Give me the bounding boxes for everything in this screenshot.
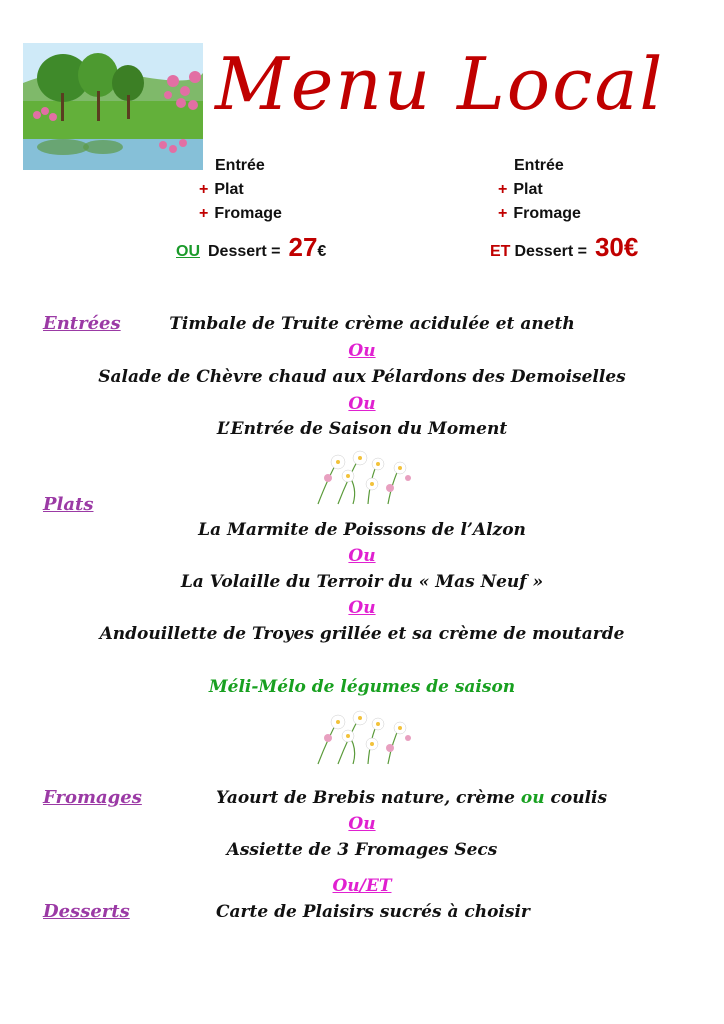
formula-right-plat <box>498 181 543 199</box>
entree-item-3: L’Entrée de Saison du Moment <box>216 419 508 439</box>
dessert-label: Dessert = <box>208 243 281 260</box>
fromage-item-1 <box>216 788 607 808</box>
landscape-photo <box>23 43 203 170</box>
or-separator: Ou <box>348 814 376 834</box>
formula-left-dessert <box>176 232 326 263</box>
formula-left-entree: Entrée <box>215 157 265 174</box>
plus-sign: + <box>199 181 209 198</box>
daisy-flowers-image <box>308 708 420 766</box>
fromage-item-1-text: Yaourt de Brebis nature, crème <box>216 788 515 808</box>
formula-left-fromage <box>199 205 282 223</box>
section-desserts: Desserts <box>43 901 130 922</box>
euro-sign: € <box>317 243 327 260</box>
dessert-item-1: Carte de Plaisirs sucrés à choisir <box>216 902 530 922</box>
plus-sign: + <box>498 181 508 198</box>
formula-right-dessert <box>490 232 638 263</box>
price-27: 27 <box>288 232 318 262</box>
plus-sign: + <box>199 205 209 222</box>
entree-item-2: Salade de Chèvre chaud aux Pélardons des Demoiselles <box>98 367 626 387</box>
entree-item-1: Timbale de Truite crème acidulée et aneth <box>169 314 575 334</box>
fromage-item-1-coulis: coulis <box>550 788 608 808</box>
or-et-separator: Ou/ET <box>332 876 392 896</box>
formula-left-plat <box>199 181 244 199</box>
dessert-label: Dessert = <box>514 243 587 260</box>
or-separator: Ou <box>348 341 376 361</box>
plat-label: Plat <box>214 181 244 198</box>
formula-right-fromage <box>498 205 581 223</box>
plus-sign: + <box>498 205 508 222</box>
side-dish: Méli-Mélo de légumes de saison <box>208 677 516 697</box>
et-connector: ET <box>490 243 511 260</box>
price-30: 30€ <box>594 232 639 262</box>
daisy-flowers-image <box>308 448 420 506</box>
plat-item-3: Andouillette de Troyes grillée et sa crème de moutarde <box>99 624 625 644</box>
fromage-label: Fromage <box>513 205 581 222</box>
or-separator: Ou <box>348 394 376 414</box>
fromage-item-2: Assiette de 3 Fromages Secs <box>226 840 498 860</box>
or-inline: ou <box>520 788 545 808</box>
section-fromages: Fromages <box>43 787 142 808</box>
section-entrees: Entrées <box>43 313 121 334</box>
formula-right-entree: Entrée <box>514 157 564 174</box>
or-separator: Ou <box>348 546 376 566</box>
plat-item-2: La Volaille du Terroir du « Mas Neuf » <box>180 572 544 592</box>
section-plats: Plats <box>43 494 94 515</box>
plat-item-1: La Marmite de Poissons de l’Alzon <box>198 520 526 540</box>
or-separator: Ou <box>348 598 376 618</box>
menu-title: Menu Local <box>215 42 665 126</box>
ou-connector: OU <box>176 243 200 260</box>
fromage-label: Fromage <box>214 205 282 222</box>
plat-label: Plat <box>513 181 543 198</box>
